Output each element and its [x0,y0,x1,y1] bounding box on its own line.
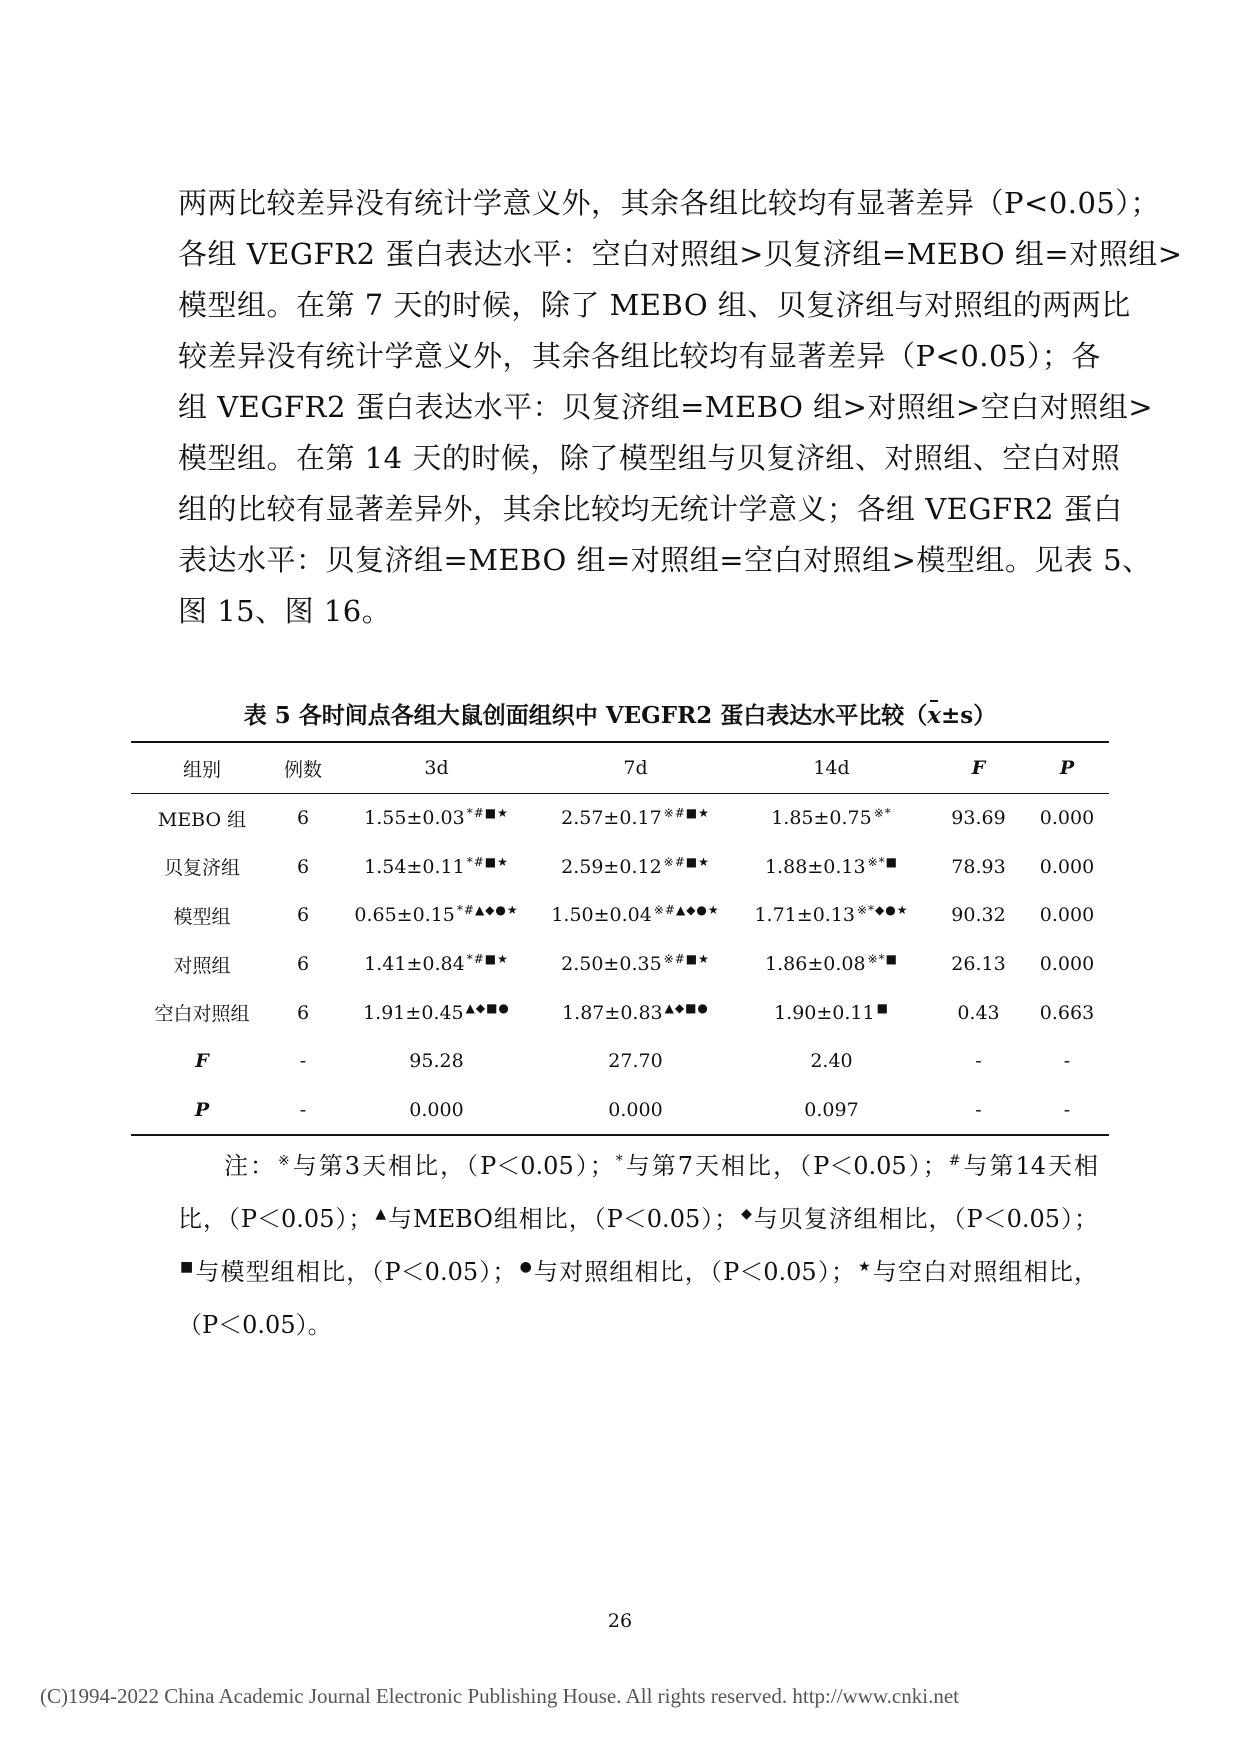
cell-7d: 1.50±0.04 ※#▲◆●★ [551,903,720,927]
table-row [131,1086,1109,1136]
table-row [131,891,1109,940]
significance-marks: ※#▲◆●★ [653,903,720,918]
significance-marks: ▲◆■● [664,1000,709,1015]
header-p: P [1059,757,1075,779]
significance-marks: *#■★ [466,854,509,869]
cell-3d: 1.91±0.45 ▲◆■● [363,1000,510,1024]
cell-p: 0.000 [1039,904,1095,927]
paragraph-line: 模型组。在第 7 天的时候，除了 MEBO 组、贝复济组与对照组的两两比 [178,288,1131,322]
significance-marks: *#▲◆●★ [456,903,519,918]
table-row [131,1037,1109,1086]
cell-f: - [975,1050,982,1073]
paragraph-line: 组的比较有显著差异外，其余比较均无统计学意义；各组 VEGFR2 蛋白 [178,492,1123,526]
cell-f: 0.43 [957,1001,1000,1024]
cell-p: 0.000 [1039,807,1095,830]
note-line: 注： ※与第3天相比，（P＜0.05）； *与第7天相比，（P＜0.05）； #与第14天相 [224,1152,1099,1180]
cell-3d: 1.41±0.84 *#■★ [364,952,509,976]
cell-14d: 1.71±0.13 ※*◆●★ [754,903,909,927]
cell-group: F [195,1050,209,1073]
cell-14d: 1.88±0.13 ※*■ [765,854,898,878]
paragraph-line: 组 VEGFR2 蛋白表达水平：贝复济组=MEBO 组>对照组>空白对照组> [178,390,1154,424]
paragraph-line: 表达水平：贝复济组=MEBO 组=对照组=空白对照组>模型组。见表 5、 [178,543,1152,577]
cell-p: 0.000 [1039,855,1095,878]
cell-group: 模型组 [173,905,231,928]
header-3d: 3d [424,757,449,779]
cell-7d: 2.50±0.35 ※#■★ [561,952,710,976]
significance-marks: ※*■ [867,952,898,967]
cell-f: 78.93 [951,855,1006,878]
caption-tail: ±s） [940,702,997,729]
cell-3d: 1.55±0.03 *#■★ [364,806,509,830]
cell-p: 0.663 [1039,1001,1095,1024]
cell-7d: 27.70 [608,1050,663,1073]
header-count: 例数 [283,758,322,781]
cell-14d: 1.86±0.08 ※*■ [765,952,898,976]
data-table [131,741,1109,1136]
cell-p: - [1063,1050,1071,1073]
cell-f: - [975,1098,982,1121]
paragraph-line: 模型组。在第 14 天的时候，除了模型组与贝复济组、对照组、空白对照 [178,441,1121,475]
cell-14d: 1.85±0.75 ※* [771,806,892,830]
cell-7d: 1.87±0.83 ▲◆■● [562,1000,709,1024]
paragraph-line: 图 15、图 16。 [178,594,392,628]
table-row [131,794,1109,843]
paragraph-line: 各组 VEGFR2 蛋白表达水平：空白对照组>贝复济组=MEBO 组=对照组> [178,237,1183,271]
cell-14d: 2.40 [810,1050,853,1073]
significance-marks: ※* [873,806,892,821]
cell-f: 90.32 [951,904,1006,927]
significance-marks: ■ [876,1000,889,1015]
cell-count: 6 [296,1001,310,1024]
table-header-row [131,742,1109,794]
cell-3d: 1.54±0.11 *#■★ [364,854,509,878]
table-caption [140,697,1100,730]
cell-group: P [194,1098,210,1121]
cell-count: 6 [296,855,310,878]
cell-group: 对照组 [173,954,231,977]
cell-p: - [1063,1098,1071,1121]
note-line: ■与模型组相比，（P＜0.05）； ●与对照组相比，（P＜0.05）； ★与空白对照组相比， [180,1258,1098,1286]
caption-main: 表 5 各时间点各组大鼠创面组织中 VEGFR2 蛋白表达水平比较（ [243,702,928,729]
cell-7d: 0.000 [608,1098,663,1121]
cell-7d: 2.57±0.17 ※#■★ [561,806,710,830]
body-paragraph [178,178,1183,637]
significance-marks: ※#■★ [663,952,710,967]
cell-f: 93.69 [951,807,1006,830]
table-notes [178,1140,1098,1352]
cell-group: 贝复济组 [163,857,240,880]
cell-7d: 2.59±0.12 ※#■★ [561,854,710,878]
cell-count: - [299,1050,307,1073]
significance-marks: ※#■★ [663,806,710,821]
note-line: 比，（P＜0.05）； ▲与MEBO组相比，（P＜0.05）； ◆与贝复济组相比，（P＜0.05）； [178,1205,1098,1233]
significance-marks: ※*■ [867,854,898,869]
cell-group: 空白对照组 [154,1003,250,1026]
note-line: （P＜0.05）。 [178,1311,332,1339]
cell-f: 26.13 [951,953,1006,976]
header-group: 组别 [182,758,221,781]
table-row [131,988,1109,1037]
cell-p: 0.000 [1039,953,1095,976]
copyright-footer: (C)1994-2022 China Academic Journal Electronic Publishing House. All rights reserved. http://www.cnki.net [40,1684,959,1708]
cell-count: - [299,1098,307,1121]
significance-marks: *#■★ [466,952,509,967]
paragraph-line: 较差异没有统计学意义外，其余各组比较均有显著差异（P<0.05）；各 [178,339,1101,373]
table-row [131,940,1109,989]
header-14d: 14d [813,757,850,779]
significance-marks: *#■★ [466,806,509,821]
cell-group: MEBO 组 [157,808,247,831]
cell-3d: 0.65±0.15 *#▲◆●★ [354,903,519,927]
table-row [131,843,1109,892]
significance-marks: ※#■★ [663,854,710,869]
page-number: 26 [607,1610,633,1632]
paragraph-line: 两两比较差异没有统计学意义外，其余各组比较均有显著差异（P<0.05）； [178,186,1160,220]
cell-3d: 95.28 [409,1050,464,1073]
cell-count: 6 [296,953,310,976]
significance-marks: ▲◆■● [465,1000,510,1015]
header-f: F [971,757,986,779]
cell-14d: 1.90±0.11 ■ [774,1000,889,1024]
cell-count: 6 [296,807,310,830]
cell-3d: 0.000 [409,1098,464,1121]
cell-14d: 0.097 [804,1098,859,1121]
significance-marks: ※*◆●★ [857,903,909,918]
caption-xbar: x [927,702,941,729]
header-7d: 7d [623,757,648,779]
cell-count: 6 [296,904,310,927]
